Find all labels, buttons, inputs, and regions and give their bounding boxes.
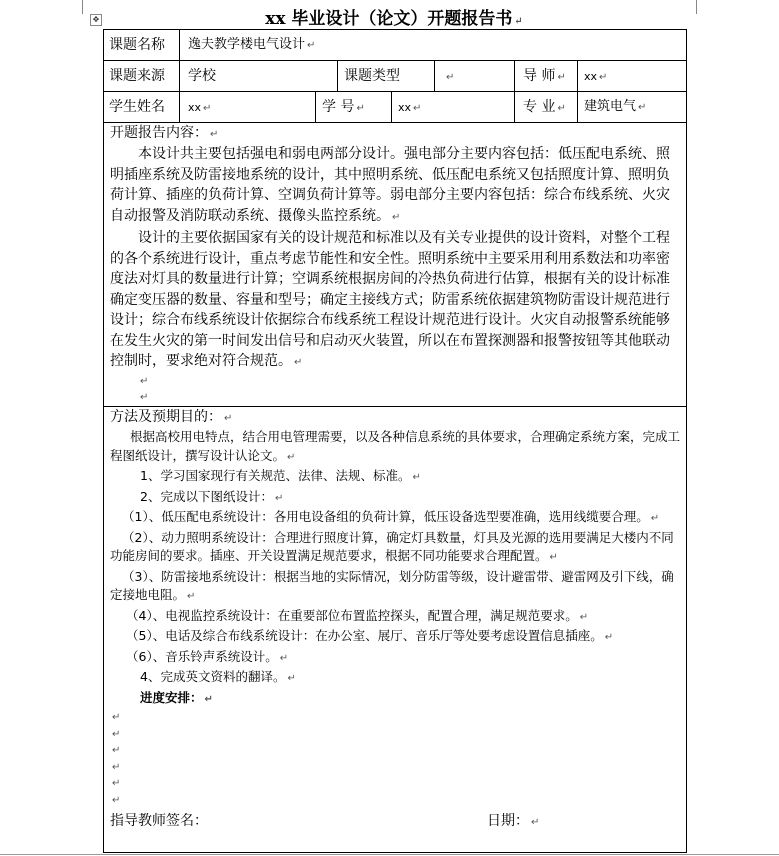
- topic-name-label: 课题名称: [109, 37, 165, 53]
- advisor-value[interactable]: xx ↵: [584, 70, 608, 83]
- table-move-handle-icon[interactable]: ✥: [90, 14, 102, 26]
- empty-paragraph-mark: ↵: [112, 794, 121, 806]
- topic-source-value[interactable]: 学校: [188, 68, 216, 84]
- methods-section[interactable]: [110, 408, 683, 831]
- col-divider-r2-1: [179, 60, 180, 122]
- paragraph-mark-icon: ↵: [514, 16, 523, 27]
- methods-line-6: （4）、电视监控系统设计：在重要部位布置监控探头，配置合理，满足规范要求。 ↵: [126, 607, 589, 623]
- advisor-signature-label: 指导教师签名：: [110, 813, 208, 829]
- col-divider-r1: [179, 30, 180, 60]
- report-content-section[interactable]: [110, 124, 683, 409]
- report-paragraph-2: 设计的主要依据国家有关的设计规范和标准以及有关专业提供的设计资料，对整个工程的各个系统进行设计，重点考虑节能性和安全性。照明系统中主要采用利用系数法和功率密度法对灯具的数量进行计算；空调系统根据房间的冷热负荷进行估算，根据有关的设计标准确定变压器的数量、容量和型号；确定主接线方式；防雷系统依据建筑物防雷设计规范进行设计；综合布线系统设计依据综合布线系统工程设计规范进行设计。火灾自动报警系统能够在发生火灾的第一时间发出信号和启动灭火装置，所以在布置探测器和报警按钮等其他联动控制时，要求绝对符合规范。 ↵: [110, 230, 670, 369]
- methods-heading: 方法及预期目的： ↵: [110, 409, 233, 425]
- col-divider-r3-2: [391, 91, 392, 122]
- report-paragraph-1: 本设计共主要包括强电和弱电两部分设计。强电部分主要内容包括：低压配电系统、照明插座系统及防雷接地系统的设计，其中照明系统、低压配电系统又包括照度计算、照明负荷计算、插座的负荷计算、空调负荷计算等。弱电部分主要内容包括：综合布线系统、火灾自动报警及消防联动系统、摄像头监控系统。 ↵: [110, 146, 670, 224]
- row-divider-1: [104, 60, 686, 61]
- major-value[interactable]: 建筑电气 ↵: [584, 99, 647, 114]
- schedule-label: 进度安排： ↵: [140, 689, 213, 705]
- methods-line-0: 根据高校用电特点，结合用电管理需要，以及各种信息系统的具体要求，合理确定系统方案，完成工程图纸设计，撰写设计认论文。 ↵: [110, 429, 681, 463]
- document-title: [100, 4, 688, 29]
- empty-paragraph-mark: ↵: [112, 712, 121, 723]
- topic-type-value[interactable]: ↵: [446, 72, 455, 83]
- methods-line-2: 2、完成以下图纸设计： ↵: [140, 488, 284, 504]
- empty-paragraph-mark: ↵: [140, 375, 149, 387]
- row-divider-2: [104, 91, 686, 92]
- page-bottom-edge: [0, 854, 779, 855]
- advisor-label: 导 师 ↵: [523, 68, 566, 84]
- student-name-label: 学生姓名: [109, 99, 165, 115]
- topic-name-value[interactable]: 逸夫教学楼电气设计 ↵: [188, 37, 316, 52]
- report-content-heading: 开题报告内容： ↵: [110, 125, 219, 141]
- empty-paragraph-mark: ↵: [140, 392, 149, 403]
- col-divider-r2-4: [514, 60, 515, 122]
- methods-line-9: 4、完成英文资料的翻译。 ↵: [140, 669, 296, 684]
- methods-line-7: （5）、电话及综合布线系统设计：在办公室、展厅、音乐厅等处要考虑设置信息插座。 ↵: [126, 628, 614, 643]
- methods-line-8: （6）、音乐铃声系统设计。 ↵: [126, 648, 289, 664]
- document-title-text: xx 毕业设计（论文）开题报告书: [265, 9, 513, 29]
- methods-line-4: （2）、动力照明系统设计：合理进行照度计算，确定灯具数量，灯具及光源的选用要满足大楼内不同功能房间的要求。插座、开关设置满足规范要求，根据不同功能要求合理配置。 ↵: [110, 529, 674, 563]
- topic-type-label: 课题类型: [344, 68, 400, 84]
- major-label: 专 业 ↵: [523, 99, 566, 115]
- methods-line-5: （3）、防雷接地系统设计：根据当地的实际情况，划分防雷等级，设计避雷带、避雷网及引下线，确定接地电阻。 ↵: [110, 568, 674, 602]
- report-form-table: [103, 29, 687, 853]
- signature-row: [110, 811, 683, 831]
- student-id-label: 学 号 ↵: [322, 99, 365, 115]
- empty-paragraph-mark: ↵: [112, 728, 121, 740]
- row-divider-3: [104, 122, 686, 123]
- col-divider-r2-3: [434, 60, 435, 91]
- date-label: 日期： ↵: [487, 813, 540, 829]
- col-divider-r2-2: [337, 60, 338, 91]
- page-margin-left-marker: [82, 0, 83, 14]
- empty-paragraph-mark: ↵: [112, 745, 121, 756]
- col-divider-r2-5: [577, 60, 578, 122]
- empty-paragraph-mark: ↵: [112, 778, 121, 789]
- col-divider-r3-1: [315, 91, 316, 122]
- page-margin-right-marker: [696, 0, 697, 14]
- methods-line-1: 1、学习国家现行有关规范、法律、法规、标准。 ↵: [140, 468, 421, 483]
- methods-line-3: （1）、低压配电系统设计：各用电设备组的负荷计算，低压设备选型要准确，选用线缆要合理。 ↵: [122, 509, 660, 524]
- student-id-value[interactable]: xx ↵: [398, 101, 422, 114]
- empty-paragraph-mark: ↵: [112, 761, 121, 773]
- topic-source-label: 课题来源: [109, 68, 165, 84]
- student-name-value[interactable]: xx ↵: [188, 101, 212, 114]
